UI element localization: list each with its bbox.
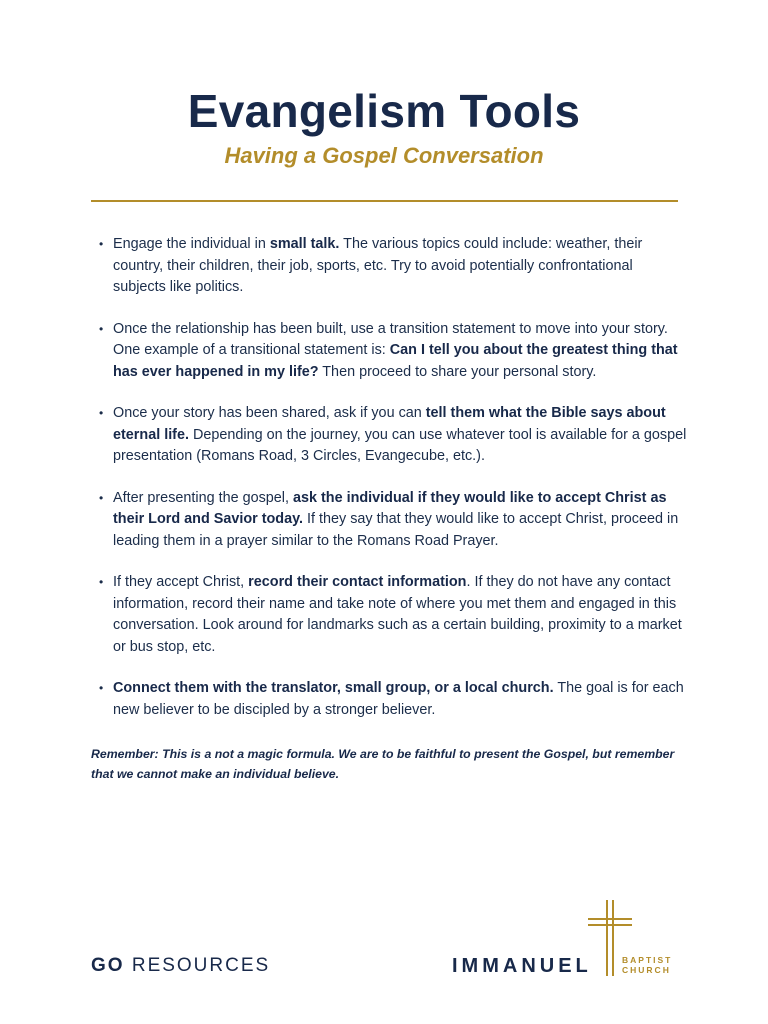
go-bold-text: GO	[91, 955, 125, 976]
bullet-item	[99, 319, 689, 384]
bullet-text: The various topics could include: weather, their country, their children, their job, sports, etc. Try to avoid potentially confrontational subjects like politics.	[113, 236, 643, 295]
bullet-dot-icon: •	[99, 237, 104, 251]
bullet-dot-icon: •	[99, 321, 104, 336]
bullet-dot-icon: •	[99, 406, 104, 420]
remember-note: Remember: This is a not a magic formula. We are to be faithful to present the Gospel, but remember that we cannot make an individual believe.	[91, 747, 675, 781]
bullet-text: Once the relationship has been built, use a transition statement to move into your story. One example of a transitional statement is:	[113, 320, 668, 358]
bullet-bold-text: tell them what the Bible says about eternal life.	[113, 405, 666, 443]
logo-subtext	[622, 955, 672, 975]
bullet-text: If they accept Christ,	[113, 574, 249, 590]
bullet-bold-text: Can I tell you about the greatest thing that has ever happened in my life?	[113, 342, 678, 380]
logo-wordmark: IMMANUEL	[452, 955, 592, 977]
bullet-dot-icon: •	[99, 575, 104, 589]
bullet-dot-icon: •	[99, 490, 104, 505]
go-rest-text: RESOURCES	[124, 955, 271, 976]
page-subtitle: Having a Gospel Conversation	[224, 143, 544, 168]
bullet-item	[99, 234, 689, 299]
bullet-dot-icon: •	[99, 681, 104, 695]
bullet-bold-text: record their contact information	[248, 574, 467, 590]
bullet-item	[99, 678, 689, 721]
bullet-text: The goal is for each new believer to be discipled by a stronger believer.	[113, 680, 684, 718]
bullet-item	[99, 403, 689, 468]
bullet-item	[99, 572, 689, 658]
divider-rule	[91, 200, 678, 202]
page-title: Evangelism Tools	[187, 85, 581, 137]
bullet-text: Once your story has been shared, ask if you can	[113, 405, 426, 421]
bullet-text: Depending on the journey, you can use whatever tool is available for a gospel presentation (Romans Road, 3 Circles, Evangecube, etc.).	[113, 426, 687, 464]
bullet-bold-text: ask the individual if they would like to accept Christ as their Lord and Savior today.	[113, 489, 667, 527]
bullet-text: . If they do not have any contact information, record their name and take note of where you met them and engaged in this conversation. Look around for landmarks such as a certain building, proximity to a market or bus stop, etc.	[113, 574, 682, 655]
bullet-list	[99, 234, 689, 741]
bullet-item	[99, 488, 689, 553]
logo-baptist: BAPTIST	[622, 955, 673, 965]
bullet-text: Then proceed to share your personal story.	[318, 363, 597, 380]
bullet-text: If they say that they would like to accept Christ, proceed in leading them in a prayer similar to the Romans Road Prayer.	[113, 511, 679, 549]
bullet-bold-text: Connect them with the translator, small group, or a local church.	[113, 680, 554, 696]
bullet-text: Engage the individual in	[113, 236, 270, 252]
logo-church: CHURCH	[622, 965, 671, 975]
bullet-text: After presenting the gospel,	[113, 489, 293, 506]
bullet-bold-text: small talk.	[269, 236, 340, 252]
go-resources-label	[91, 955, 270, 977]
